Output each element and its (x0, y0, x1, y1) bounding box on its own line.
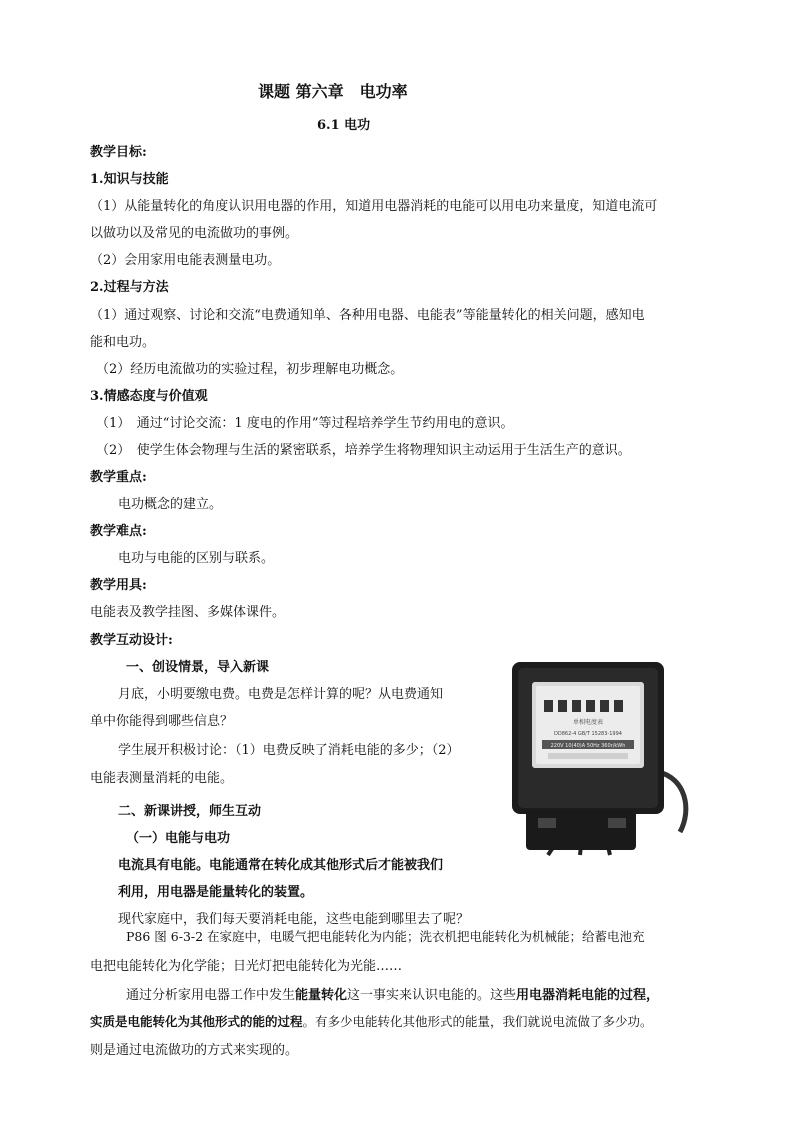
paragraph-line3: 则是通过电流做功的方式来实现的。 (90, 1043, 299, 1058)
step1-line1: 月底，小明要缴电费。电费是怎样计算的呢？从电费通知 (118, 687, 444, 702)
paragraph-part-b: 能量转化 (295, 988, 348, 1003)
goal1-line1: （1）从能量转化的角度认识用电器的作用，知道用电器消耗的电能可以用电功来量度，知道电流可 (90, 199, 658, 214)
step1-line2: 单中你能得到哪些信息？ (90, 714, 234, 729)
electric-meter-icon (508, 660, 696, 860)
section-subtitle: 6.1 电功 (317, 118, 371, 133)
page-title: 课题 第六章 电功率 (258, 82, 408, 101)
difficulty-heading: 教学难点: (90, 524, 147, 539)
goals-heading: 教学目标: (90, 145, 147, 160)
paragraph-part-e: 实质是电能转化为其他形式的能的过程 (90, 1014, 303, 1029)
goal3-line1: （1） 通过“讨论交流：1 度电的作用”等过程培养学生节约用电的意识。 (96, 416, 514, 431)
tools-text: 电能表及教学挂图、多媒体课件。 (90, 605, 286, 620)
meter-model: DD862-4 GB/T 15283-1994 (554, 731, 622, 737)
meter-label: 单相电度表 (572, 719, 604, 726)
step2-subheading: （一）电能与电功 (126, 831, 231, 846)
goal3-line2: （2） 使学生体会物理与生活的紧密联系，培养学生将物理知识主动运用于生活生产的意识。 (96, 443, 631, 458)
step2-line5: 电把电能转化为化学能；日光灯把电能转化为光能…… (90, 959, 403, 974)
goal1-line3: （2）会用家用电能表测量电功。 (90, 253, 281, 268)
goal2-line2: 能和电功。 (90, 335, 156, 350)
design-heading: 教学互动设计: (90, 633, 173, 648)
paragraph-line1 (126, 984, 659, 1003)
key-point-heading: 教学重点: (90, 470, 147, 485)
difficulty-text: 电功与电能的区别与联系。 (118, 551, 275, 566)
goal1-heading: 1.知识与技能 (90, 172, 169, 187)
paragraph-part-f: 。有多少电能转化其他形式的能量，我们就说电流做了多少功。 (302, 1014, 653, 1029)
goal1-line2: 以做功以及常见的电流做功的事例。 (90, 226, 299, 241)
electric-meter-image (508, 660, 696, 860)
step2-heading: 二、新课讲授，师生互动 (118, 804, 262, 819)
meter-spec: 220V 10(40)A 50Hz 360r/kWh (550, 743, 626, 749)
step1-heading: 一、创设情景，导入新课 (126, 660, 270, 675)
goal2-line1: （1）通过观察、讨论和交流“电费通知单、各种用电器、电能表”等能量转化的相关问题，感知电 (90, 308, 645, 323)
paragraph-line2 (90, 1012, 653, 1030)
step2-line2: 利用，用电器是能量转化的装置。 (118, 885, 314, 900)
step2-line3: 现代家庭中，我们每天要消耗电能，这些电能到哪里去了呢？ (118, 912, 470, 927)
paragraph-part-d: 用电器消耗电能的过程， (516, 988, 660, 1003)
paragraph-part-c: 这一事实来认识电能的。这些 (347, 988, 517, 1003)
step2-line1: 电流具有电能。电能通常在转化成其他形式后才能被我们 (118, 858, 444, 873)
step2-line4: P86 图 6-3-2 在家庭中，电暖气把电能转化为内能；洗衣机把电能转化为机械能；给蓄电池充 (126, 929, 645, 944)
goal2-heading: 2.过程与方法 (90, 280, 169, 295)
step1-line3: 学生展开积极讨论：（1）电费反映了消耗电能的多少；（2） (118, 743, 460, 758)
key-point-text: 电功概念的建立。 (118, 497, 223, 512)
goal3-heading: 3.情感态度与价值观 (90, 389, 208, 404)
goal2-line3: （2）经历电流做功的实验过程，初步理解电功概念。 (96, 362, 404, 377)
tools-heading: 教学用具: (90, 578, 147, 593)
paragraph-part-a: 通过分析家用电器工作中发生 (126, 988, 296, 1003)
step1-line4: 电能表测量消耗的电能。 (90, 771, 234, 786)
